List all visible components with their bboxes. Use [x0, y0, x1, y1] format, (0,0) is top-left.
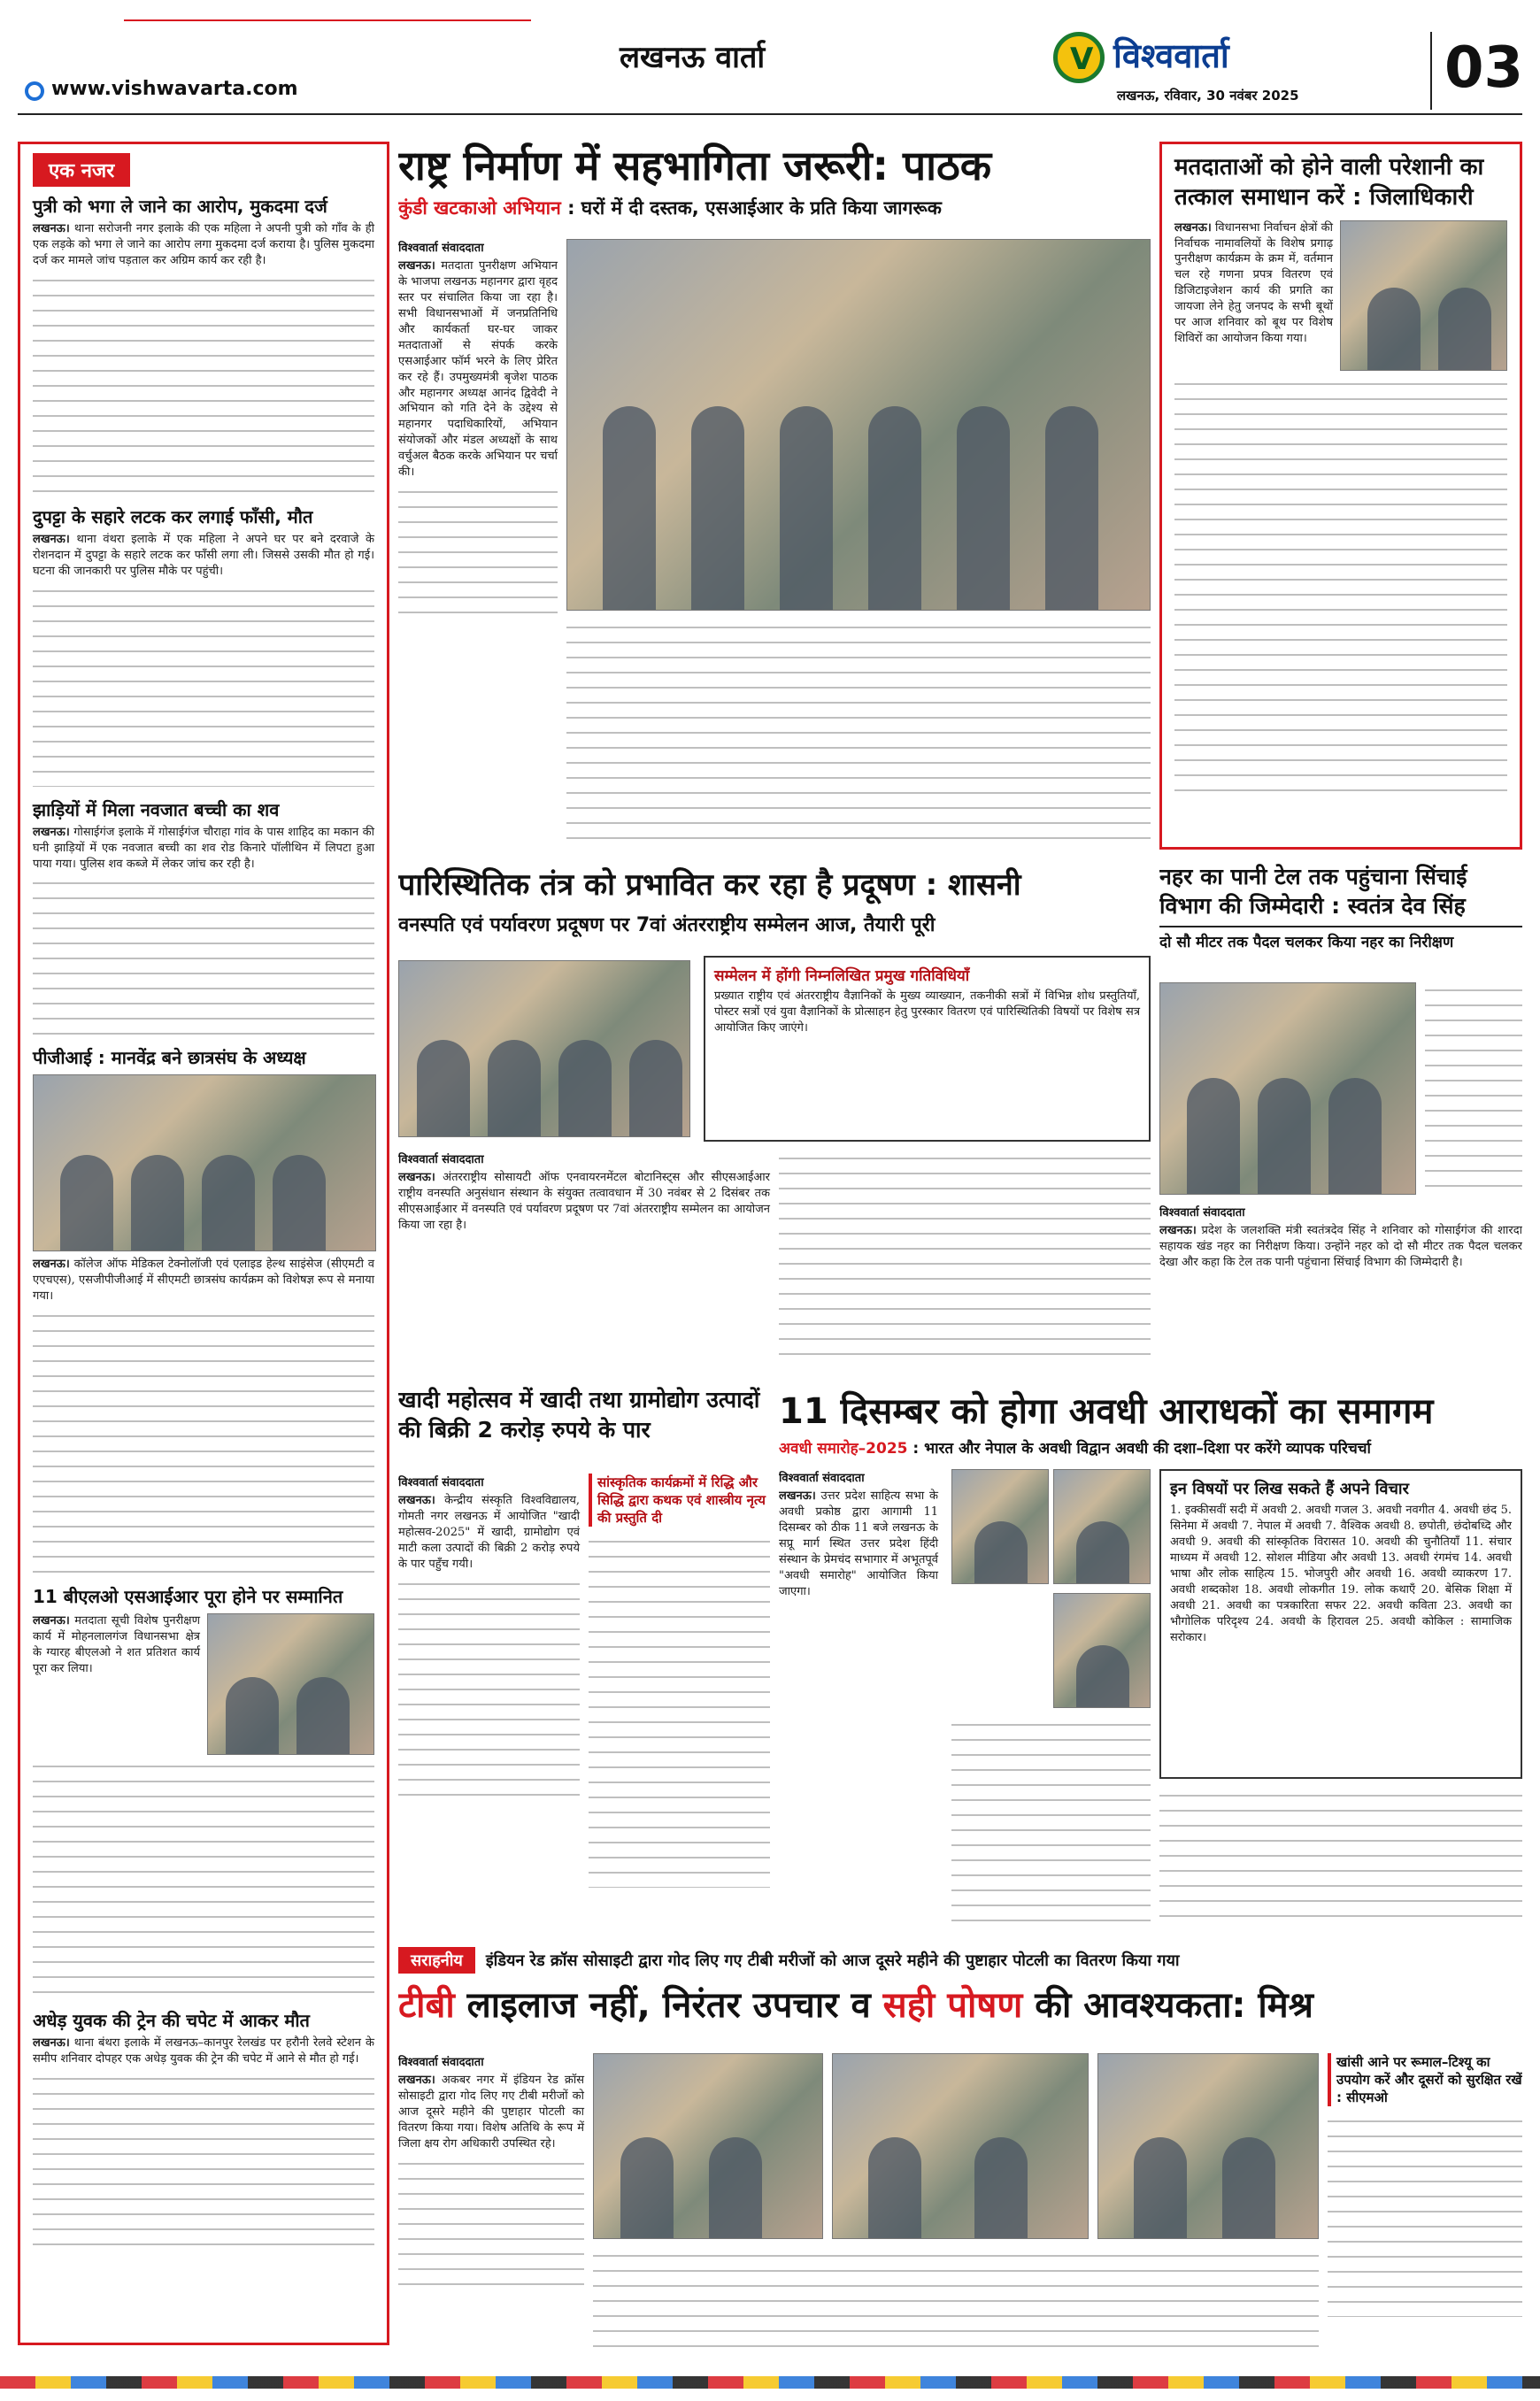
- news-item: [33, 1584, 374, 1997]
- tb-headline: [398, 1979, 1522, 2028]
- filler-lines: [589, 1534, 770, 1888]
- story-lead: लखनऊ।: [398, 2074, 435, 2087]
- footer-color-bar: [0, 2376, 1540, 2389]
- awadhi-story: [779, 1385, 1522, 1938]
- byline: विश्ववार्ता संवाददाता: [398, 1153, 484, 1166]
- header-divider: [1430, 32, 1432, 110]
- item-lead: लखनऊ।: [33, 532, 70, 546]
- filler-lines: [33, 583, 374, 787]
- filler-lines: [33, 1308, 374, 1574]
- dm-lead: लखनऊ।: [1174, 220, 1212, 235]
- canal-story: [1159, 863, 1522, 1376]
- news-item: [33, 194, 374, 494]
- filler-lines: [398, 2156, 584, 2289]
- dm-body: विधानसभा निर्वाचन क्षेत्रों की निर्वाचक नामावलियों के विशेष प्रगाढ़ पुनरीक्षण कार्यक्रम के क्रम में, वर्तमान चल रहे गणना प्रपत्र वितरण एवं डिजिटाइजेशन कार्य की प्रगति का जायजा लेने हेतु जनपद के सभी बूथों पर आज शनिवार को बूथ पर विशेष शिविरों का आयोजन किया गया।: [1174, 220, 1334, 346]
- item-lead: लखनऊ।: [33, 222, 70, 235]
- canal-photo: [1159, 982, 1416, 1195]
- filler-lines: [33, 2071, 374, 2248]
- khadi-left: [398, 1474, 580, 1806]
- filler-lines: [1328, 2113, 1522, 2317]
- awadhi-portrait: [1053, 1469, 1151, 1584]
- item-body: गोसाईगंज इलाके में गोसाईगंज चौराहा गांव के पास शाहिद का मकान की घनी झाड़ियों में एक नवजात बच्ची का शव रोड किनारे पॉलीथिन में लिपटा हुआ पाया गया। पुलिस शव कब्जे में लेकर जांच कर रही है।: [33, 825, 374, 871]
- dateline: लखनऊ, रविवार, 30 नवंबर 2025: [1117, 88, 1299, 104]
- top-story-headline: राष्ट्र निर्माण में सहभागिता जरूरी: पाठक: [398, 142, 992, 189]
- awadhi-portrait: [951, 1469, 1049, 1584]
- tb-photo: [832, 2053, 1089, 2239]
- top-story-photo: [566, 239, 1151, 611]
- top-story-kicker: [398, 196, 1151, 220]
- headline-end: की आवश्यकता: मिश्र: [1022, 1985, 1313, 2026]
- item-lead: लखनऊ।: [33, 2036, 70, 2051]
- tb-photo: [593, 2053, 823, 2239]
- item-body: थाना बंथरा इलाके में लखनऊ–कानपुर रेलखंड पर हरौनी रेलवे स्टेशन के समीप शनिवार दोपहर एक अधेड़ युवक की ट्रेन की चपेट में आने से मौत हो गई।: [33, 2036, 374, 2066]
- item-lead: लखनऊ।: [33, 1258, 70, 1272]
- item-lead: लखनऊ।: [33, 825, 70, 839]
- khadi-right: [589, 1474, 770, 1888]
- tb-top-line: इंडियन रेड क्रॉस सोसाइटी द्वारा गोद लिए गए टीबी मरीजों को आज दूसरे महीने की पुष्टाहार पोटली का वितरण किया गया: [485, 1951, 1180, 1970]
- story-body: अंतरराष्ट्रीय सोसायटी ऑफ एनवायरनमेंटल बोटानिस्ट्स और सीएसआईआर राष्ट्रीय वनस्पति अनुसंधान संस्थान के संयुक्त तत्वावधान में 30 नवंबर से 2 दिसंबर तक सीएसआईआर में वनस्पति एवं पर्यावरण प्रदूषण पर 7वां अंतरराष्ट्रीय सम्मेलन का आयोजन किया जा रहा है।: [398, 1171, 770, 1232]
- story-body: अकबर नगर में इंडियन रेड क्रॉस सोसाइटी द्वारा गोद लिए गए टीबी मरीजों को आज दूसरे महीने की पुष्टाहार पोटली का वितरण किया गया। विशेष अतिथि के रूप में जिला क्षय रोग अधिकारी उपस्थित रहे।: [398, 2074, 584, 2151]
- awadhi-text: [779, 1469, 938, 1600]
- story-lead: लखनऊ।: [779, 1489, 816, 1503]
- filler-lines: [398, 1576, 580, 1806]
- story-text-col: [398, 239, 558, 626]
- kicker-rest: : घरों में दी दस्तक, एसआईआर के प्रति किया जागरूक: [560, 197, 942, 219]
- top-story: [398, 142, 1151, 850]
- pollution-story: [398, 863, 1151, 1376]
- canal-subhead: दो सौ मीटर तक पैदल चलकर किया नहर का निरीक्षण: [1159, 926, 1522, 951]
- headline-red: सही पोषण: [882, 1985, 1023, 2026]
- cmyk-strip: [124, 12, 531, 21]
- v-swoosh-logo: V: [1053, 32, 1105, 83]
- filler-lines: [33, 875, 374, 1035]
- item-body: थाना वंथरा इलाके में एक महिला ने अपने घर पर बने दरवाजे के रोशनदान में दुपट्टा के सहारे लटक कर फाँसी लगा ली। जिससे उसकी मौत हो गई। घटना की जानकारी पर पुलिस मौके पर पहुंची।: [33, 532, 374, 578]
- filler-lines: [1159, 1788, 1522, 1929]
- sarahniya-tag: सराहनीय: [398, 1947, 475, 1974]
- canal-headline: नहर का पानी टेल तक पहुंचाना सिंचाई विभाग की जिम्मेदारी : स्वतंत्र देव सिंह: [1159, 864, 1467, 919]
- news-item: [33, 2008, 374, 2248]
- dm-photo: [1340, 220, 1507, 371]
- tb-story: [398, 1947, 1522, 2363]
- box-title: सम्मेलन में होंगी निम्नलिखित प्रमुख गतिविधियाँ: [714, 967, 970, 985]
- item-body: थाना सरोजनी नगर इलाके की एक महिला ने अपनी पुत्री को गाँव के ही एक लड़के को भगा ले जाने का आरोप लगा मुकदमा दर्ज कराया है। पुलिस मुकदमा दर्ज कर मामले जांच पड़ताल कर अग्रिम कार्य कर रही है।: [33, 222, 374, 267]
- box-body: 1. इक्कीसवीं सदी में अवधी 2. अवधी गजल 3. अवधी नवगीत 4. अवधी छंद 5. सिनेमा में अवधी 7. नेपाल में अवधी 7. वैश्विक अवधी 8. छपोती, छंदोबध्दि और अवधी 9. अवधी की सांस्कृतिक विरासत 10. अवधी की चुनौतियाँ 11. संचार माध्यम में अवधी 12. सोशल मीडिया और अवधी 13. अवधी रंगमंच 14. अवधी भाषा और लोक साहित्य 15. भोजपुरी और अवधी 16. अवधी व्याकरण 17. अवधी शब्दकोश 18. अवधी लोकगीत 19. लोक कथाएँ 20. बेसिक शिक्षा में अवधी 21. अवधी का पत्रकारिता सफर 22. अवधी कविता 23. अवधी का भौगोलिक परिदृश्य 24. अवधी के हिरावल 25. अवधी कोकिल : सामाजिक सरोकार।: [1170, 1504, 1512, 1644]
- awadhi-kicker: [779, 1437, 1522, 1458]
- khadi-sidebar-note: सांस्कृतिक कार्यक्रमों में रिद्धि और सिद्धि द्वारा कथक एवं शास्त्रीय नृत्य की प्रस्तुति दी: [589, 1474, 770, 1527]
- item-headline: अधेड़ युवक की ट्रेन की चपेट में आकर मौत: [33, 2010, 310, 2032]
- story-lead: लखनऊ।: [398, 259, 435, 273]
- cmo-note: [1328, 2053, 1522, 2317]
- pollution-photo: [398, 960, 690, 1137]
- cmo-side-note: खांसी आने पर रूमाल–टिश्यू का उपयोग करें और दूसरों को सुरक्षित रखें : सीएमओ: [1328, 2053, 1522, 2106]
- story-body: उत्तर प्रदेश साहित्य सभा के अवधी प्रकोष्ठ द्वारा आगामी 11 दिसम्बर को ठीक 11 बजे लखनऊ के सप्रू मार्ग स्थित उत्तर प्रदेश हिंदी संस्थान के प्रेमचंद सभागार में अभूतपूर्व "अवधी समारोह" आयोजित किया जाएगा।: [779, 1489, 939, 1598]
- filler-lines: [593, 2248, 1319, 2354]
- topics-box: [1159, 1469, 1522, 1779]
- dm-headline: मतदाताओं को होने वाली परेशानी का तत्काल समाधान करें : जिलाधिकारी: [1174, 154, 1484, 211]
- awadhi-portrait: [1053, 1593, 1151, 1708]
- byline: विश्ववार्ता संवाददाता: [398, 1476, 484, 1489]
- left-column: [18, 142, 389, 2345]
- byline: विश्ववार्ता संवाददाता: [779, 1472, 865, 1485]
- filler-lines: [1174, 376, 1507, 801]
- item-headline: पीजीआई : मानवेंद्र बने छात्रसंघ के अध्यक्ष: [33, 1047, 306, 1069]
- pgi-event-photo: [33, 1074, 376, 1251]
- khadi-headline: खादी महोत्सव में खादी तथा ग्रामोद्योग उत्पादों की बिक्री 2 करोड़ रुपये के पार: [398, 1387, 760, 1443]
- canal-text: [1159, 1204, 1522, 1271]
- item-lead: लखनऊ।: [33, 1614, 70, 1628]
- byline: विश्ववार्ता संवाददाता: [398, 2056, 484, 2069]
- pollution-headline: पारिस्थितिक तंत्र को प्रभावित कर रहा है प्रदूषण : शासनी: [398, 867, 1021, 903]
- filler-lines: [779, 1150, 1151, 1367]
- awadhi-headline: 11 दिसम्बर को होगा अवधी आराधकों का समागम: [779, 1391, 1434, 1432]
- news-item: [33, 1045, 374, 1574]
- headline-red: टीबी: [398, 1985, 455, 2026]
- tb-text: [398, 2053, 584, 2289]
- item-body: मतदाता सूची विशेष पुनरीक्षण कार्य में मोहनलालगंज विधानसभा क्षेत्र के ग्यारह बीएलओ ने शत प्रतिशत कार्य पूरा कर लिया।: [33, 1614, 200, 1676]
- brand-name: विश्ववार्ता: [1113, 36, 1229, 75]
- kicker-red: कुंडी खटकाओ अभियान: [398, 197, 561, 219]
- masthead: [0, 0, 1540, 115]
- news-item: [33, 504, 374, 787]
- khadi-story: [398, 1385, 770, 1938]
- ek-nazar-tag: एक नजर: [33, 153, 130, 187]
- section-title: लखनऊ वार्ता: [620, 40, 766, 75]
- byline: विश्ववार्ता संवाददाता: [398, 242, 484, 255]
- news-item: [33, 797, 374, 1035]
- dm-story: [1159, 142, 1522, 850]
- kicker-rest: : भारत और नेपाल के अवधी विद्वान अवधी की दशा–दिशा पर करेंगे व्यापक परिचर्चा: [907, 1440, 1371, 1458]
- filler-lines: [1425, 982, 1522, 1195]
- blo-honour-photo: [207, 1613, 374, 1755]
- byline: विश्ववार्ता संवाददाता: [1159, 1206, 1245, 1220]
- filler-lines: [951, 1717, 1151, 1929]
- filler-lines: [33, 273, 374, 494]
- story-lead: लखनऊ।: [1159, 1224, 1197, 1237]
- top-story-columns: [566, 619, 1151, 841]
- website-link[interactable]: www.vishwavarta.com: [51, 78, 298, 100]
- item-headline: दुपट्टा के सहारे लटक कर लगाई फाँसी, मौत: [33, 505, 313, 527]
- activities-box: [704, 956, 1151, 1142]
- internet-explorer-icon: [25, 81, 44, 101]
- header-rule: [18, 113, 1522, 115]
- box-body: प्रख्यात राष्ट्रीय एवं अंतरराष्ट्रीय वैज्ञानिकों के मुख्य व्याख्यान, तकनीकी सत्रों में विभिन्न शोध प्रस्तुतियाँ, पोस्टर सत्रों एवं युवा वैज्ञानिकों के प्रोत्साहन हेतु पुरस्कार वितरण एवं पारिस्थितिकी विषयों पर विशेष सत्र आयोजित किए जाएंगे।: [714, 989, 1140, 1035]
- headline-mid: लाइलाज नहीं, निरंतर उपचार व: [454, 1985, 883, 2026]
- story-lead: लखनऊ।: [398, 1171, 435, 1184]
- tb-photo: [1097, 2053, 1319, 2239]
- pollution-subhead: वनस्पति एवं पर्यावरण प्रदूषण पर 7वां अंतरराष्ट्रीय सम्मेलन आज, तैयारी पूरी: [398, 914, 936, 936]
- filler-lines: [398, 484, 558, 626]
- filler-lines: [33, 1758, 374, 1997]
- story-body: प्रदेश के जलशक्ति मंत्री स्वतंत्रदेव सिंह ने शनिवार को गोसाईगंज की शारदा सहायक खंड नहर का निरीक्षण किया। उन्होंने नहर को दो सौ मीटर तक पैदल चलकर देखा और कहा कि टेल तक पानी पहुंचाना सिंचाई विभाग की जिम्मेदारी है।: [1159, 1224, 1522, 1269]
- story-body: मतदाता पुनरीक्षण अभियान के भाजपा लखनऊ महानगर द्वारा वृहद स्तर पर संचालित किया जा रहा है। सभी विधानसभाओं में जनप्रतिनिधि और कार्यकर्ता घर-घर जाकर मतदाताओं से संपर्क करके एसआईआर फॉर्म भरने के लिए प्रेरित कर रहे हैं। उपमुख्यमंत्री बृजेश पाठक और महानगर अध्यक्ष आनंद द्विवेदी ने अभियान को गति देने के उद्देश्य से महानगर पदाधिकारियों, अभियान संयोजकों और मंडल अध्यक्षों के साथ वर्चुअल बैठक करके अभियान पर चर्चा की।: [398, 259, 558, 480]
- kicker-red: अवधी समारोह–2025: [779, 1440, 908, 1458]
- box-title: इन विषयों पर लिख सकते हैं अपने विचार: [1170, 1480, 1409, 1498]
- story-lead: लखनऊ।: [398, 1494, 435, 1507]
- item-headline: झाड़ियों में मिला नवजात बच्ची का शव: [33, 798, 280, 820]
- item-headline: पुत्री को भगा ले जाने का आरोप, मुकदमा दर्ज: [33, 196, 327, 217]
- item-body: कॉलेज ऑफ मेडिकल टेक्नोलॉजी एवं एलाइड हेल्थ साइंसेज (सीएमटी व एएचएस), एसजीपीजीआई में सीएमटी छात्रसंघ कार्यक्रम को विशेषज्ञ रूप से मनाया गया।: [33, 1258, 374, 1304]
- page-number: 03: [1444, 35, 1524, 101]
- story-body: केन्द्रीय संस्कृति विश्वविद्यालय, गोमती नगर लखनऊ में आयोजित "खादी महोत्सव-2025" में खादी, ग्रामोद्योग एवं माटी कला उत्पादों की बिक्री 2 करोड़ रुपये के पार पहुँच गयी।: [398, 1494, 580, 1571]
- item-headline: 11 बीएलओ एसआईआर पूरा होने पर सम्मानित: [33, 1586, 343, 1608]
